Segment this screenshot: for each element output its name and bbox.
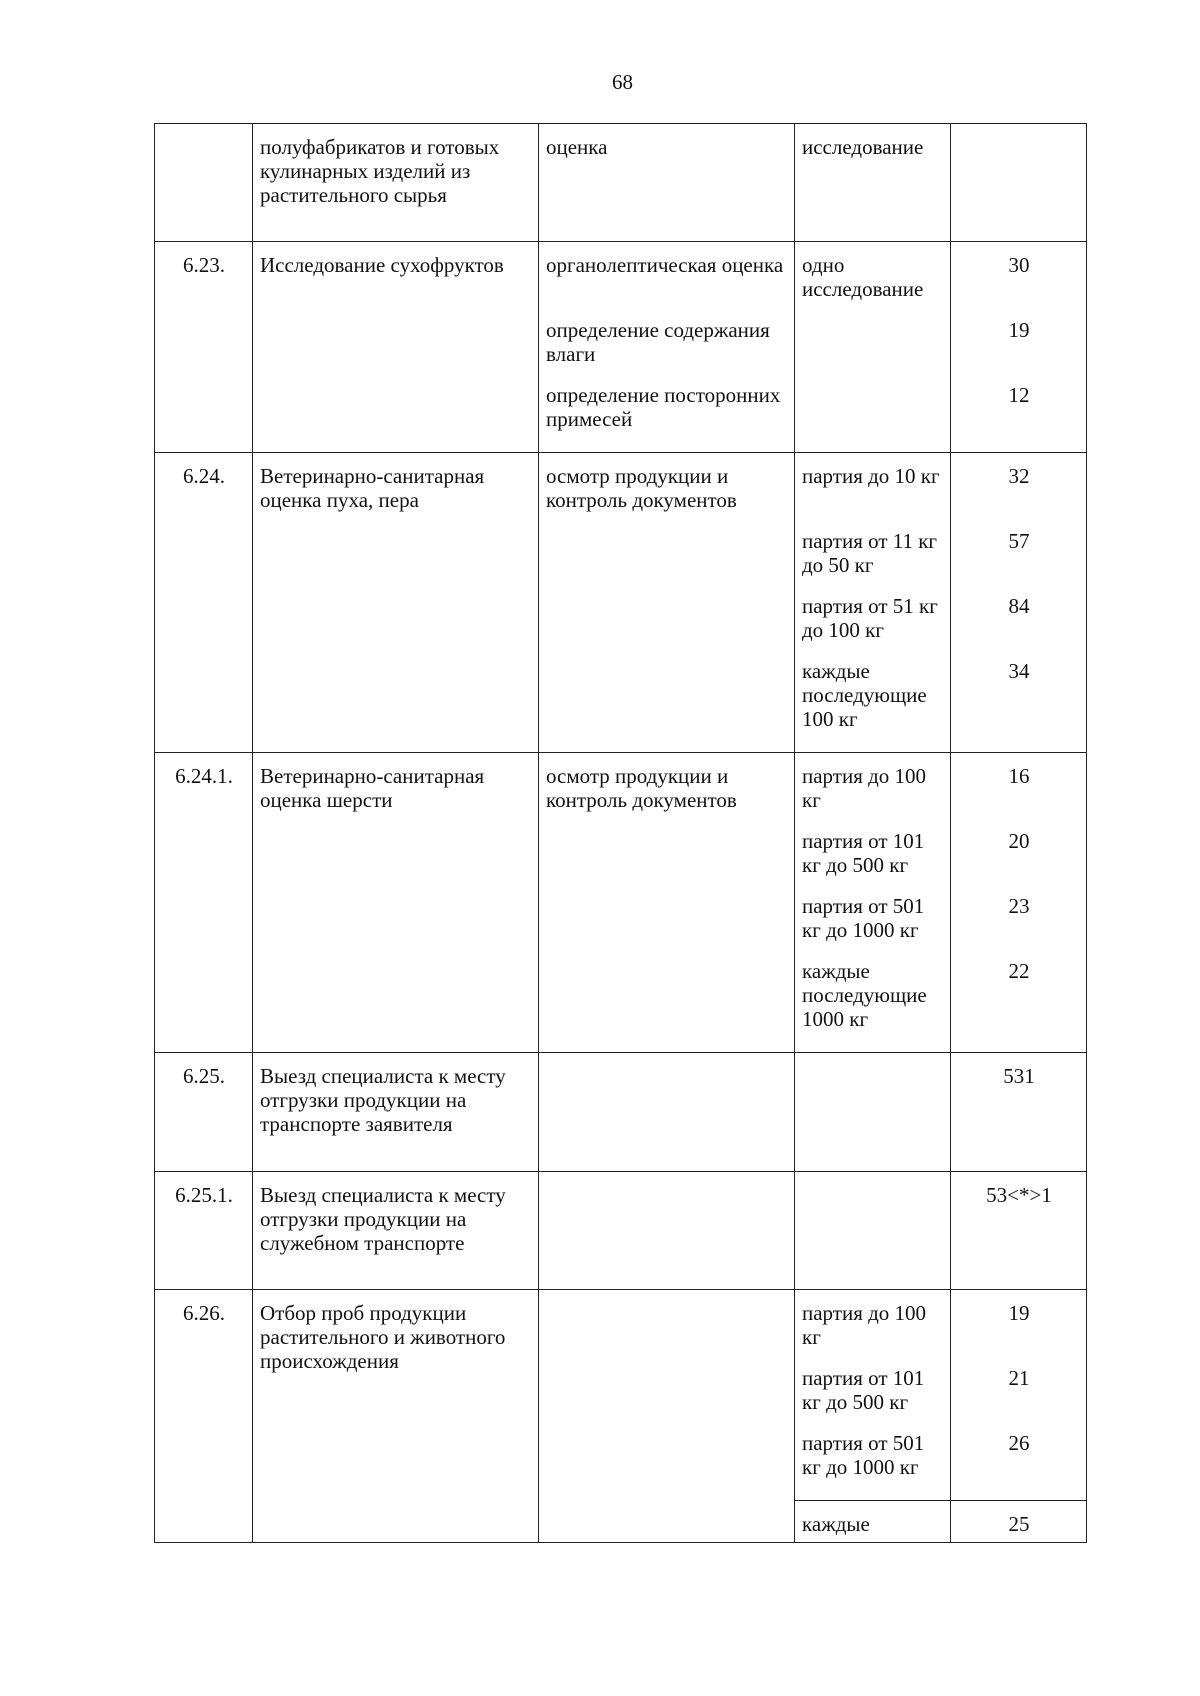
service-name: Отбор проб продукции растительного и животного происхождения <box>253 1290 539 1543</box>
unit: партия от 101 кг до 500 кг <box>802 829 925 877</box>
table-row <box>155 453 1087 753</box>
row-number <box>155 124 253 242</box>
price: 34 <box>1008 659 1030 683</box>
page-number: 68 <box>612 70 633 94</box>
method: осмотр продукции и контроль документов <box>539 453 795 753</box>
price: 16 <box>1008 764 1030 788</box>
unit: партия от 51 кг до 100 кг <box>802 594 938 642</box>
unit: партия от 11 кг до 50 кг <box>802 529 938 577</box>
price-list <box>951 1290 1087 1501</box>
method: оценка <box>539 124 795 242</box>
table-row <box>155 242 1087 453</box>
price: 21 <box>1008 1366 1030 1390</box>
unit: партия от 501 кг до 1000 кг <box>802 894 925 942</box>
row-number: 6.24. <box>155 453 253 753</box>
price: 531 <box>951 1053 1087 1172</box>
service-name: Исследование сухофруктов <box>253 242 539 453</box>
method <box>539 1290 795 1543</box>
price-list <box>951 453 1087 753</box>
table-row <box>155 753 1087 1053</box>
service-name: Ветеринарно-санитарная оценка пуха, пера <box>253 453 539 753</box>
unit: партия от 501 кг до 1000 кг <box>802 1431 925 1479</box>
price: 19 <box>1008 1301 1030 1325</box>
method: органолептическая оценка <box>546 253 784 277</box>
unit <box>795 1053 951 1172</box>
price: 30 <box>1008 253 1030 277</box>
price-list <box>951 753 1087 1053</box>
price: 84 <box>1008 594 1030 618</box>
unit-list <box>795 1290 951 1501</box>
unit: партия от 101 кг до 500 кг <box>802 1366 925 1414</box>
table-row <box>155 1290 1087 1501</box>
row-number: 6.24.1. <box>155 753 253 1053</box>
service-name: Выезд специалиста к месту отгрузки продукции на служебном транспорте <box>253 1172 539 1290</box>
method: определение содержания влаги <box>546 318 770 366</box>
table-row <box>155 1053 1087 1172</box>
price: 23 <box>1008 894 1030 918</box>
price <box>951 124 1087 242</box>
row-number: 6.25. <box>155 1053 253 1172</box>
method: осмотр продукции и контроль документов <box>539 753 795 1053</box>
price: 20 <box>1008 829 1030 853</box>
unit: каждые <box>795 1501 951 1543</box>
method <box>539 1053 795 1172</box>
unit-list <box>795 753 951 1053</box>
method-list <box>539 242 795 453</box>
unit: партия до 100 кг <box>802 1301 927 1349</box>
service-name: полуфабрикатов и готовых кулинарных изделий из растительного сырья <box>253 124 539 242</box>
price: 26 <box>1008 1431 1030 1455</box>
table-row <box>155 124 1087 242</box>
unit: каждые последующие 100 кг <box>802 659 927 731</box>
price: 22 <box>1008 959 1030 983</box>
service-name: Ветеринарно-санитарная оценка шерсти <box>253 753 539 1053</box>
row-number: 6.26. <box>155 1290 253 1543</box>
price: 12 <box>1008 383 1030 407</box>
unit-list <box>795 453 951 753</box>
price-table <box>154 123 1087 1543</box>
price: 32 <box>1008 464 1030 488</box>
unit: одно исследование <box>795 242 951 453</box>
unit: партия до 10 кг <box>802 464 940 488</box>
row-number: 6.25.1. <box>155 1172 253 1290</box>
price-list <box>951 242 1087 453</box>
method: определение посторонних примесей <box>546 383 781 431</box>
unit: исследование <box>795 124 951 242</box>
row-number: 6.23. <box>155 242 253 453</box>
unit <box>795 1172 951 1290</box>
unit: каждые последующие 1000 кг <box>802 959 927 1031</box>
service-name: Выезд специалиста к месту отгрузки продукции на транспорте заявителя <box>253 1053 539 1172</box>
method <box>539 1172 795 1290</box>
table-row <box>155 1172 1087 1290</box>
price: 25 <box>951 1501 1087 1543</box>
price: 53<*>1 <box>951 1172 1087 1290</box>
unit: партия до 100 кг <box>802 764 927 812</box>
price: 19 <box>1008 318 1030 342</box>
price: 57 <box>1008 529 1030 553</box>
